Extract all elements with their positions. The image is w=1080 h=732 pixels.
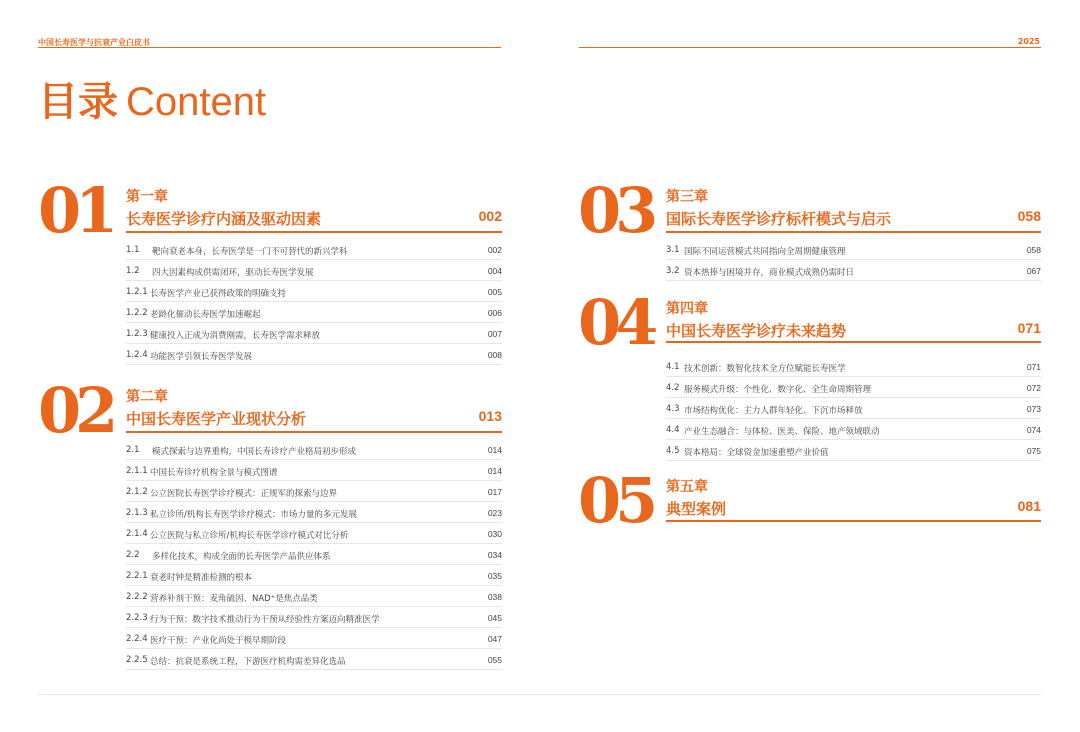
chapter-03-items xyxy=(666,239,1041,281)
toc-item-number: 1.1 xyxy=(126,245,140,255)
chapter-number: 02 xyxy=(38,374,113,447)
toc-item[interactable] xyxy=(126,344,502,365)
toc-item-number: 4.5 xyxy=(666,446,680,456)
chapter-label: 第五章 xyxy=(666,479,708,495)
toc-item[interactable] xyxy=(666,260,1041,281)
toc-item-page: 073 xyxy=(1026,404,1041,414)
chapter-title: 典型案例 xyxy=(666,500,727,518)
toc-item-page: 034 xyxy=(487,550,502,560)
toc-item-number: 2.1.2 xyxy=(126,487,148,497)
chapter-title: 国际长寿医学诊疗标杆模式与启示 xyxy=(666,210,892,228)
chapter-label: 第一章 xyxy=(126,189,168,205)
toc-item[interactable] xyxy=(126,586,502,607)
toc-item-text: 健康投入正成为消费刚需，长寿医学需求释放 xyxy=(150,331,321,341)
toc-item[interactable] xyxy=(666,356,1041,377)
toc-item[interactable] xyxy=(126,565,502,586)
toc-item-page: 067 xyxy=(1026,266,1041,276)
toc-item-text: 中国长寿诊疗机构全景与模式图谱 xyxy=(150,468,278,478)
toc-item-page: 023 xyxy=(487,508,502,518)
toc-item-page: 014 xyxy=(487,466,502,476)
toc-item[interactable] xyxy=(126,281,502,302)
toc-item-page: 058 xyxy=(1026,245,1041,255)
toc-item[interactable] xyxy=(126,502,502,523)
chapter-rule xyxy=(126,231,502,233)
chapter-title: 长寿医学诊疗内涵及驱动因素 xyxy=(126,210,322,228)
toc-item-page: 002 xyxy=(487,245,502,255)
toc-item-text: 衰老时钟是精准检测的根本 xyxy=(150,573,253,583)
toc-item[interactable] xyxy=(126,302,502,323)
chapter-04-items xyxy=(666,356,1041,461)
toc-item[interactable] xyxy=(126,649,502,670)
header-year: 2025 xyxy=(1017,37,1040,46)
toc-item[interactable] xyxy=(126,481,502,502)
toc-item-text: 服务模式升级：个性化、数字化、全生命周期管理 xyxy=(684,385,872,395)
toc-item-text: 公立医院与私立诊所/机构长寿医学诊疗模式对比分析 xyxy=(150,531,349,541)
toc-item-page: 008 xyxy=(487,350,502,360)
toc-item-text: 模式探索与边界重构，中国长寿诊疗产业格局初步形成 xyxy=(152,447,357,457)
toc-item-text: 公立医院长寿医学诊疗模式：正规军的探索与边界 xyxy=(150,489,338,499)
toc-item-text: 技术创新：数智化技术全方位赋能长寿医学 xyxy=(684,364,846,374)
toc-item-number: 4.1 xyxy=(666,362,680,372)
toc-item-page: 007 xyxy=(487,329,502,339)
chapter-page: 002 xyxy=(478,208,502,224)
toc-item-text: 老龄化催动长寿医学加速崛起 xyxy=(150,310,261,320)
toc-item-text: 多样化技术，构成全面的长寿医学产品供应体系 xyxy=(152,552,331,562)
toc-item[interactable] xyxy=(666,440,1041,461)
toc-item[interactable] xyxy=(126,439,502,460)
toc-item-number: 1.2.2 xyxy=(126,308,148,318)
chapter-05[interactable] xyxy=(578,464,1041,537)
toc-item-number: 2.2 xyxy=(126,550,140,560)
chapter-rule xyxy=(666,341,1041,343)
toc-item-text: 行为干预：数字技术推动行为干预从经验性方案迈向精准医学 xyxy=(150,615,380,625)
toc-item[interactable] xyxy=(126,607,502,628)
toc-item[interactable] xyxy=(666,377,1041,398)
toc-item-number: 2.2.3 xyxy=(126,613,148,623)
toc-item-number: 4.2 xyxy=(666,383,680,393)
page-title-cn: 目录 xyxy=(38,79,118,125)
toc-item[interactable] xyxy=(126,544,502,565)
footer-rule xyxy=(38,694,1041,695)
toc-item-page: 014 xyxy=(487,445,502,455)
toc-item-number: 2.2.1 xyxy=(126,571,148,581)
toc-item[interactable] xyxy=(666,239,1041,260)
chapter-rule xyxy=(666,520,1041,522)
toc-item-text: 国际不同运营模式共同指向全周期健康管理 xyxy=(684,247,846,257)
toc-item-number: 2.2.5 xyxy=(126,655,148,665)
chapter-number: 05 xyxy=(578,464,653,537)
toc-item-page: 006 xyxy=(487,308,502,318)
chapter-title: 中国长寿医学诊疗未来趋势 xyxy=(666,322,847,340)
toc-item-page: 045 xyxy=(487,613,502,623)
header-report-title: 中国长寿医学与抗衰产业白皮书 xyxy=(38,38,150,47)
toc-item-number: 2.1 xyxy=(126,445,140,455)
toc-item-page: 004 xyxy=(487,266,502,276)
header-rule-left xyxy=(38,47,501,48)
chapter-page: 058 xyxy=(1017,208,1041,224)
toc-item-text: 靶向衰老本身，长寿医学是一门不可替代的新兴学科 xyxy=(152,247,348,257)
toc-item[interactable] xyxy=(126,239,502,260)
toc-item-page: 030 xyxy=(487,529,502,539)
toc-item-number: 2.1.4 xyxy=(126,529,148,539)
toc-item-text: 总结：抗衰是系统工程，下游医疗机构需差异化选品 xyxy=(150,657,346,667)
toc-item[interactable] xyxy=(126,628,502,649)
chapter-label: 第三章 xyxy=(666,189,708,205)
toc-item-number: 1.2.3 xyxy=(126,329,148,339)
toc-item-number: 4.3 xyxy=(666,404,680,414)
toc-item-page: 074 xyxy=(1026,425,1041,435)
toc-item-page: 055 xyxy=(487,655,502,665)
chapter-03[interactable] xyxy=(578,174,1041,247)
toc-item-page: 005 xyxy=(487,287,502,297)
page-title xyxy=(38,79,267,125)
toc-item-text: 资本格局：全球资金加速重塑产业价值 xyxy=(684,448,829,458)
toc-item-page: 035 xyxy=(487,571,502,581)
toc-item-text: 四大因素构成供需闭环，驱动长寿医学发展 xyxy=(152,268,314,278)
chapter-label: 第二章 xyxy=(126,389,168,405)
toc-item[interactable] xyxy=(666,419,1041,440)
toc-item-number: 1.2 xyxy=(126,266,140,276)
toc-item-text: 营养补剂干预：麦角硫因、NAD⁺是焦点品类 xyxy=(150,594,318,604)
toc-item-page: 047 xyxy=(487,634,502,644)
toc-item[interactable] xyxy=(126,260,502,281)
chapter-number: 01 xyxy=(38,174,113,247)
chapter-02[interactable] xyxy=(38,374,502,447)
toc-item-page: 038 xyxy=(487,592,502,602)
toc-item-number: 2.2.2 xyxy=(126,592,148,602)
toc-item-page: 072 xyxy=(1026,383,1041,393)
toc-item[interactable] xyxy=(126,523,502,544)
toc-item-text: 私立诊所/机构长寿医学诊疗模式：市场力量的多元发展 xyxy=(150,510,357,520)
toc-item[interactable] xyxy=(666,398,1041,419)
toc-item-number: 2.1.3 xyxy=(126,508,148,518)
chapter-title: 中国长寿医学产业现状分析 xyxy=(126,410,307,428)
toc-item-text: 资本热捧与困境并存，商业模式成熟仍需时日 xyxy=(684,268,855,278)
toc-item[interactable] xyxy=(126,460,502,481)
chapter-rule xyxy=(666,231,1041,233)
toc-item-text: 医疗干预：产业化尚处于极早期阶段 xyxy=(150,636,287,646)
chapter-page: 071 xyxy=(1017,320,1041,336)
toc-item-page: 071 xyxy=(1026,362,1041,372)
toc-item-number: 1.2.1 xyxy=(126,287,148,297)
toc-item-number: 3.2 xyxy=(666,266,680,276)
chapter-number: 04 xyxy=(578,286,653,359)
chapter-page: 013 xyxy=(478,408,502,424)
toc-item-text: 功能医学引领长寿医学发展 xyxy=(150,352,253,362)
toc-item[interactable] xyxy=(126,323,502,344)
chapter-rule xyxy=(126,431,502,433)
toc-item-number: 2.1.1 xyxy=(126,466,148,476)
chapter-01[interactable] xyxy=(38,174,502,247)
page-title-en: Content xyxy=(126,80,267,124)
chapter-label: 第四章 xyxy=(666,301,708,317)
chapter-02-items xyxy=(126,439,502,670)
toc-item-page: 017 xyxy=(487,487,502,497)
chapter-01-items xyxy=(126,239,502,365)
chapter-number: 03 xyxy=(578,174,653,247)
toc-item-number: 4.4 xyxy=(666,425,680,435)
toc-item-page: 075 xyxy=(1026,446,1041,456)
toc-item-number: 2.2.4 xyxy=(126,634,148,644)
toc-item-text: 长寿医学产业已获得政策的明确支持 xyxy=(150,289,287,299)
chapter-04[interactable] xyxy=(578,286,1041,359)
toc-item-number: 1.2.4 xyxy=(126,350,148,360)
toc-item-text: 产业生态融合：与体检、医美、保险、地产领域联动 xyxy=(684,427,880,437)
header-rule-right xyxy=(579,47,1041,48)
toc-item-number: 3.1 xyxy=(666,245,680,255)
chapter-page: 081 xyxy=(1017,498,1041,514)
toc-item-text: 市场结构优化：主力人群年轻化、下沉市场释放 xyxy=(684,406,863,416)
